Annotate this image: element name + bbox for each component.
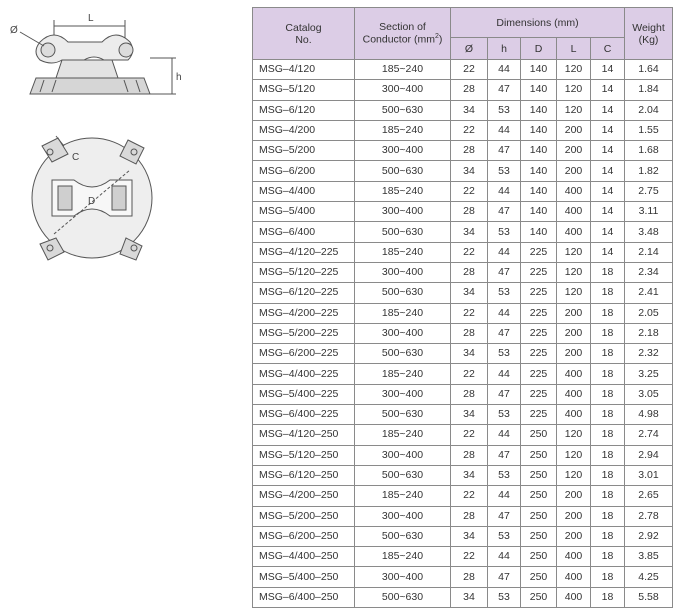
d-cell: 225 bbox=[521, 344, 557, 364]
d-cell: 225 bbox=[521, 283, 557, 303]
table-row bbox=[253, 526, 673, 546]
weight-cell: 3.05 bbox=[625, 384, 673, 404]
weight-cell: 3.25 bbox=[625, 364, 673, 384]
section-cell: 185~240 bbox=[355, 120, 451, 140]
h-cell: 53 bbox=[488, 405, 521, 425]
table-row bbox=[253, 425, 673, 445]
weight-cell: 2.41 bbox=[625, 283, 673, 303]
l-cell: 200 bbox=[557, 344, 591, 364]
h-cell: 53 bbox=[488, 100, 521, 120]
h-cell: 47 bbox=[488, 567, 521, 587]
d-cell: 140 bbox=[521, 120, 557, 140]
catalog-cell: MSG–6/400–225 bbox=[253, 405, 355, 425]
d-cell: 225 bbox=[521, 384, 557, 404]
diameter-cell: 22 bbox=[451, 486, 488, 506]
diameter-cell: 34 bbox=[451, 283, 488, 303]
d-cell: 250 bbox=[521, 506, 557, 526]
diameter-cell: 28 bbox=[451, 506, 488, 526]
catalog-cell: MSG–6/200 bbox=[253, 161, 355, 181]
d-cell: 140 bbox=[521, 222, 557, 242]
h-cell: 44 bbox=[488, 242, 521, 262]
weight-cell: 2.65 bbox=[625, 486, 673, 506]
c-cell: 14 bbox=[591, 181, 625, 201]
table-row bbox=[253, 344, 673, 364]
h-cell: 53 bbox=[488, 161, 521, 181]
table-row bbox=[253, 364, 673, 384]
diameter-cell: 28 bbox=[451, 567, 488, 587]
d-cell: 250 bbox=[521, 445, 557, 465]
section-cell: 500~630 bbox=[355, 100, 451, 120]
weight-cell: 2.75 bbox=[625, 181, 673, 201]
table-row bbox=[253, 60, 673, 80]
l-cell: 400 bbox=[557, 587, 591, 607]
c-cell: 18 bbox=[591, 445, 625, 465]
c-cell: 18 bbox=[591, 303, 625, 323]
catalog-cell: MSG–5/200 bbox=[253, 141, 355, 161]
h-cell: 47 bbox=[488, 202, 521, 222]
c-cell: 18 bbox=[591, 262, 625, 282]
weight-cell: 2.92 bbox=[625, 526, 673, 546]
section-cell: 500~630 bbox=[355, 161, 451, 181]
l-cell: 400 bbox=[557, 202, 591, 222]
table-row bbox=[253, 80, 673, 100]
diameter-cell: 28 bbox=[451, 262, 488, 282]
l-cell: 400 bbox=[557, 364, 591, 384]
l-cell: 120 bbox=[557, 425, 591, 445]
c-cell: 14 bbox=[591, 161, 625, 181]
catalog-cell: MSG–4/200–225 bbox=[253, 303, 355, 323]
weight-cell: 2.18 bbox=[625, 323, 673, 343]
l-cell: 120 bbox=[557, 60, 591, 80]
weight-cell: 2.04 bbox=[625, 100, 673, 120]
l-cell: 200 bbox=[557, 526, 591, 546]
l-cell: 200 bbox=[557, 120, 591, 140]
l-cell: 120 bbox=[557, 445, 591, 465]
h-cell: 47 bbox=[488, 80, 521, 100]
d-cell: 225 bbox=[521, 303, 557, 323]
table-row bbox=[253, 323, 673, 343]
h-cell: 47 bbox=[488, 141, 521, 161]
weight-cell: 1.82 bbox=[625, 161, 673, 181]
catalog-cell: MSG–5/120–225 bbox=[253, 262, 355, 282]
catalog-cell: MSG–6/120–250 bbox=[253, 465, 355, 485]
diameter-cell: 22 bbox=[451, 181, 488, 201]
clearance-label: C bbox=[72, 152, 80, 163]
h-cell: 44 bbox=[488, 60, 521, 80]
catalog-cell: MSG–6/400 bbox=[253, 222, 355, 242]
diameter-cell: 22 bbox=[451, 242, 488, 262]
d-cell: 225 bbox=[521, 262, 557, 282]
technical-drawings bbox=[0, 0, 250, 605]
weight-cell: 2.74 bbox=[625, 425, 673, 445]
diameter-cell: 34 bbox=[451, 405, 488, 425]
section-cell: 500~630 bbox=[355, 222, 451, 242]
l-cell: 120 bbox=[557, 283, 591, 303]
l-cell: 400 bbox=[557, 181, 591, 201]
h-cell: 53 bbox=[488, 283, 521, 303]
section-cell: 185~240 bbox=[355, 486, 451, 506]
section-cell: 500~630 bbox=[355, 526, 451, 546]
weight-cell: 2.32 bbox=[625, 344, 673, 364]
table-row bbox=[253, 161, 673, 181]
weight-cell: 1.64 bbox=[625, 60, 673, 80]
diameter-cell: 22 bbox=[451, 60, 488, 80]
table-row bbox=[253, 141, 673, 161]
section-cell: 300~400 bbox=[355, 506, 451, 526]
table-row bbox=[253, 202, 673, 222]
dimensions-header: Dimensions (mm) bbox=[451, 8, 625, 38]
table-row bbox=[253, 587, 673, 607]
catalog-cell: MSG–5/400–225 bbox=[253, 384, 355, 404]
table-row bbox=[253, 222, 673, 242]
weight-cell: 2.78 bbox=[625, 506, 673, 526]
c-cell: 18 bbox=[591, 405, 625, 425]
table-row bbox=[253, 303, 673, 323]
catalog-cell: MSG–6/200–250 bbox=[253, 526, 355, 546]
c-cell: 18 bbox=[591, 384, 625, 404]
weight-cell: 2.94 bbox=[625, 445, 673, 465]
h-cell: 44 bbox=[488, 547, 521, 567]
weight-cell: 4.98 bbox=[625, 405, 673, 425]
height-label: h bbox=[176, 72, 182, 83]
table-row bbox=[253, 445, 673, 465]
catalog-cell: MSG–4/400–250 bbox=[253, 547, 355, 567]
l-cell: 400 bbox=[557, 547, 591, 567]
dim-header-d: D bbox=[521, 38, 557, 60]
d-cell: 250 bbox=[521, 425, 557, 445]
c-cell: 18 bbox=[591, 526, 625, 546]
diameter-cell: 28 bbox=[451, 445, 488, 465]
diameter-cell: 28 bbox=[451, 323, 488, 343]
dim-header-h: h bbox=[488, 38, 521, 60]
l-cell: 400 bbox=[557, 384, 591, 404]
d-cell: 250 bbox=[521, 547, 557, 567]
c-cell: 18 bbox=[591, 486, 625, 506]
table-row bbox=[253, 384, 673, 404]
weight-cell: 3.85 bbox=[625, 547, 673, 567]
c-cell: 18 bbox=[591, 323, 625, 343]
table-row bbox=[253, 181, 673, 201]
length-label: L bbox=[88, 13, 94, 24]
h-cell: 44 bbox=[488, 303, 521, 323]
spec-table bbox=[252, 7, 673, 608]
l-cell: 120 bbox=[557, 262, 591, 282]
d-cell: 250 bbox=[521, 587, 557, 607]
table-row bbox=[253, 242, 673, 262]
section-cell: 300~400 bbox=[355, 141, 451, 161]
l-cell: 400 bbox=[557, 405, 591, 425]
d-cell: 225 bbox=[521, 364, 557, 384]
h-cell: 44 bbox=[488, 120, 521, 140]
l-cell: 200 bbox=[557, 161, 591, 181]
weight-cell: 2.05 bbox=[625, 303, 673, 323]
c-cell: 14 bbox=[591, 120, 625, 140]
catalog-cell: MSG–5/200–225 bbox=[253, 323, 355, 343]
catalog-cell: MSG–6/120 bbox=[253, 100, 355, 120]
l-cell: 120 bbox=[557, 80, 591, 100]
c-cell: 18 bbox=[591, 506, 625, 526]
catalog-cell: MSG–5/400 bbox=[253, 202, 355, 222]
section-cell: 500~630 bbox=[355, 587, 451, 607]
l-cell: 400 bbox=[557, 567, 591, 587]
h-cell: 53 bbox=[488, 465, 521, 485]
d-cell: 250 bbox=[521, 486, 557, 506]
c-cell: 14 bbox=[591, 242, 625, 262]
catalog-header: Catalog No. bbox=[253, 8, 355, 60]
h-cell: 47 bbox=[488, 323, 521, 343]
d-cell: 140 bbox=[521, 141, 557, 161]
d-cell: 250 bbox=[521, 567, 557, 587]
catalog-cell: MSG–5/120–250 bbox=[253, 445, 355, 465]
c-cell: 18 bbox=[591, 344, 625, 364]
h-cell: 47 bbox=[488, 506, 521, 526]
catalog-cell: MSG–4/400–225 bbox=[253, 364, 355, 384]
c-cell: 18 bbox=[591, 567, 625, 587]
l-cell: 200 bbox=[557, 506, 591, 526]
section-cell: 185~240 bbox=[355, 364, 451, 384]
d-cell: 225 bbox=[521, 405, 557, 425]
section-cell: 185~240 bbox=[355, 547, 451, 567]
h-cell: 44 bbox=[488, 181, 521, 201]
diameter-cell: 22 bbox=[451, 425, 488, 445]
c-cell: 18 bbox=[591, 425, 625, 445]
c-cell: 18 bbox=[591, 364, 625, 384]
section-cell: 500~630 bbox=[355, 344, 451, 364]
catalog-cell: MSG–4/120–250 bbox=[253, 425, 355, 445]
weight-cell: 1.68 bbox=[625, 141, 673, 161]
diameter-cell: 22 bbox=[451, 120, 488, 140]
c-cell: 18 bbox=[591, 547, 625, 567]
diameter-cell: 34 bbox=[451, 465, 488, 485]
table-row bbox=[253, 100, 673, 120]
h-cell: 53 bbox=[488, 222, 521, 242]
table-row bbox=[253, 262, 673, 282]
weight-header: Weight (Kg) bbox=[625, 8, 673, 60]
distance-label: D bbox=[88, 196, 96, 207]
h-cell: 44 bbox=[488, 486, 521, 506]
d-cell: 140 bbox=[521, 161, 557, 181]
h-cell: 44 bbox=[488, 364, 521, 384]
diameter-cell: 22 bbox=[451, 364, 488, 384]
dim-header-diameter: Ø bbox=[451, 38, 488, 60]
weight-cell: 1.55 bbox=[625, 120, 673, 140]
d-cell: 140 bbox=[521, 181, 557, 201]
table-row bbox=[253, 547, 673, 567]
h-cell: 53 bbox=[488, 526, 521, 546]
section-cell: 300~400 bbox=[355, 80, 451, 100]
d-cell: 140 bbox=[521, 80, 557, 100]
h-cell: 44 bbox=[488, 425, 521, 445]
section-cell: 300~400 bbox=[355, 202, 451, 222]
catalog-cell: MSG–6/400–250 bbox=[253, 587, 355, 607]
section-cell: 185~240 bbox=[355, 425, 451, 445]
weight-cell: 5.58 bbox=[625, 587, 673, 607]
weight-cell: 1.84 bbox=[625, 80, 673, 100]
d-cell: 250 bbox=[521, 465, 557, 485]
catalog-cell: MSG–6/200–225 bbox=[253, 344, 355, 364]
h-cell: 47 bbox=[488, 384, 521, 404]
weight-cell: 3.48 bbox=[625, 222, 673, 242]
l-cell: 200 bbox=[557, 141, 591, 161]
table-row bbox=[253, 567, 673, 587]
d-cell: 140 bbox=[521, 60, 557, 80]
catalog-cell: MSG–4/120–225 bbox=[253, 242, 355, 262]
section-cell: 500~630 bbox=[355, 283, 451, 303]
catalog-cell: MSG–4/200 bbox=[253, 120, 355, 140]
diameter-cell: 28 bbox=[451, 141, 488, 161]
catalog-cell: MSG–5/400–250 bbox=[253, 567, 355, 587]
d-cell: 140 bbox=[521, 100, 557, 120]
h-cell: 47 bbox=[488, 262, 521, 282]
l-cell: 120 bbox=[557, 465, 591, 485]
table-body bbox=[253, 60, 673, 608]
table-row bbox=[253, 283, 673, 303]
c-cell: 14 bbox=[591, 60, 625, 80]
section-cell: 300~400 bbox=[355, 262, 451, 282]
section-cell: 500~630 bbox=[355, 405, 451, 425]
side-view-drawing bbox=[20, 20, 176, 94]
section-cell: 500~630 bbox=[355, 465, 451, 485]
l-cell: 200 bbox=[557, 486, 591, 506]
diameter-label: Ø bbox=[10, 25, 18, 36]
c-cell: 14 bbox=[591, 141, 625, 161]
diameter-cell: 22 bbox=[451, 303, 488, 323]
l-cell: 120 bbox=[557, 242, 591, 262]
weight-cell: 3.01 bbox=[625, 465, 673, 485]
dim-header-c: C bbox=[591, 38, 625, 60]
section-cell: 185~240 bbox=[355, 60, 451, 80]
table-row bbox=[253, 120, 673, 140]
c-cell: 14 bbox=[591, 202, 625, 222]
l-cell: 120 bbox=[557, 100, 591, 120]
d-cell: 140 bbox=[521, 202, 557, 222]
table-row bbox=[253, 506, 673, 526]
c-cell: 18 bbox=[591, 283, 625, 303]
diameter-cell: 28 bbox=[451, 80, 488, 100]
diameter-cell: 34 bbox=[451, 161, 488, 181]
catalog-cell: MSG–4/200–250 bbox=[253, 486, 355, 506]
d-cell: 250 bbox=[521, 526, 557, 546]
catalog-cell: MSG–6/120–225 bbox=[253, 283, 355, 303]
catalog-cell: MSG–5/120 bbox=[253, 80, 355, 100]
l-cell: 200 bbox=[557, 323, 591, 343]
h-cell: 53 bbox=[488, 587, 521, 607]
dim-header-l: L bbox=[557, 38, 591, 60]
section-cell: 185~240 bbox=[355, 242, 451, 262]
diameter-cell: 22 bbox=[451, 547, 488, 567]
weight-cell: 4.25 bbox=[625, 567, 673, 587]
catalog-cell: MSG–4/120 bbox=[253, 60, 355, 80]
section-header: Section of Conductor $(mm^2)$ bbox=[355, 8, 451, 60]
diameter-cell: 34 bbox=[451, 222, 488, 242]
c-cell: 18 bbox=[591, 465, 625, 485]
catalog-cell: MSG–4/400 bbox=[253, 181, 355, 201]
c-cell: 18 bbox=[591, 587, 625, 607]
diameter-cell: 28 bbox=[451, 384, 488, 404]
c-cell: 14 bbox=[591, 80, 625, 100]
table-row bbox=[253, 405, 673, 425]
diameter-cell: 34 bbox=[451, 526, 488, 546]
d-cell: 225 bbox=[521, 323, 557, 343]
c-cell: 14 bbox=[591, 222, 625, 242]
diameter-cell: 34 bbox=[451, 344, 488, 364]
l-cell: 200 bbox=[557, 303, 591, 323]
catalog-cell: MSG–5/200–250 bbox=[253, 506, 355, 526]
c-cell: 14 bbox=[591, 100, 625, 120]
table-row bbox=[253, 465, 673, 485]
section-cell: 185~240 bbox=[355, 181, 451, 201]
section-cell: 300~400 bbox=[355, 384, 451, 404]
l-cell: 400 bbox=[557, 222, 591, 242]
section-cell: 300~400 bbox=[355, 567, 451, 587]
weight-cell: 2.14 bbox=[625, 242, 673, 262]
weight-cell: 2.34 bbox=[625, 262, 673, 282]
d-cell: 225 bbox=[521, 242, 557, 262]
h-cell: 53 bbox=[488, 344, 521, 364]
diameter-cell: 28 bbox=[451, 202, 488, 222]
section-cell: 300~400 bbox=[355, 323, 451, 343]
diameter-cell: 34 bbox=[451, 100, 488, 120]
table-row bbox=[253, 486, 673, 506]
weight-cell: 3.11 bbox=[625, 202, 673, 222]
h-cell: 47 bbox=[488, 445, 521, 465]
section-cell: 185~240 bbox=[355, 303, 451, 323]
section-cell: 300~400 bbox=[355, 445, 451, 465]
diameter-cell: 34 bbox=[451, 587, 488, 607]
